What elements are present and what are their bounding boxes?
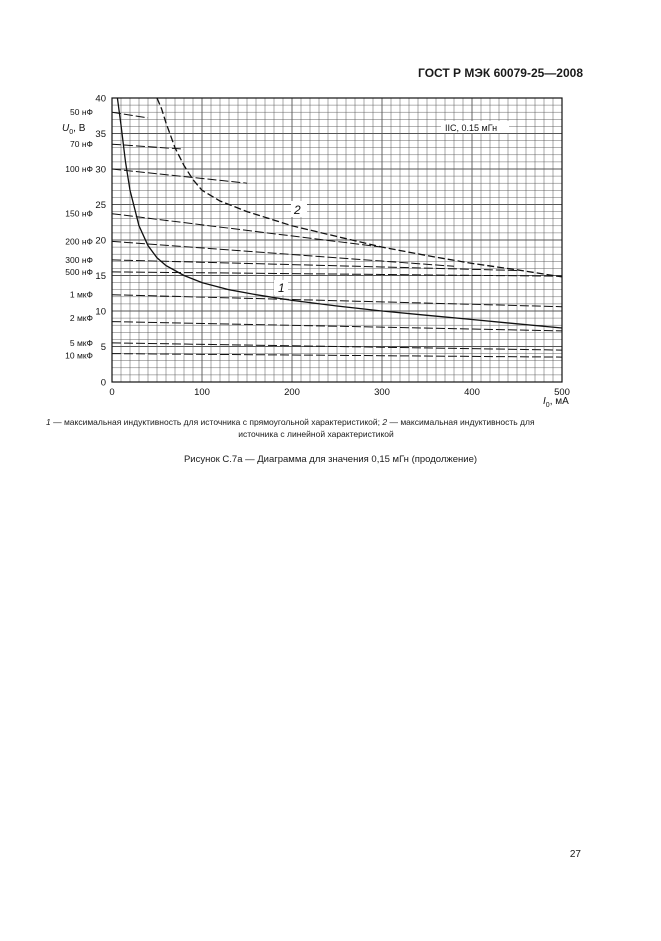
capacitance-label: 50 нФ [70, 107, 93, 118]
y-tick-label: 15 [95, 271, 106, 282]
y-tick-label: 5 [100, 342, 106, 353]
y-axis-label: $U_0$, В [62, 123, 86, 136]
y-tick-label: 25 [95, 200, 106, 211]
x-tick-label: 200 [284, 387, 300, 398]
y-tick-label: 10 [95, 306, 106, 318]
capacitance-label: 500 нФ [65, 266, 93, 277]
x-tick-label: 300 [374, 387, 390, 398]
capacitance-label: 2 мкФ [69, 313, 93, 324]
legend-item-1: — максимальная индуктивность для источника с прямоугольной характеристикой; [50, 417, 383, 427]
x-axis-label: $I_0$, мА [543, 396, 569, 409]
curve-label-2: 2 [294, 203, 301, 217]
x-tick-label: 500 [554, 387, 570, 398]
annotation-label: IIC, 0.15 мГн [445, 123, 498, 133]
y-tick-label: 30 [95, 164, 106, 176]
y-tick-label: 35 [95, 129, 106, 140]
figure-legend [46, 416, 586, 439]
y-tick-label: 0 [100, 377, 106, 389]
curve-label-1: 1 [278, 281, 285, 295]
capacitance-label: 100 нФ [65, 164, 93, 174]
y-tick-label: 40 [95, 93, 106, 105]
legend-item-2a: — максимальная индуктивность для [387, 417, 535, 427]
legend-number-1: 1 [46, 417, 51, 427]
x-tick-label: 100 [194, 387, 210, 398]
capacitance-label: 10 мкФ [65, 350, 93, 361]
capacitance-label: 70 нФ [70, 139, 93, 150]
x-tick-label: 400 [464, 387, 480, 398]
x-tick-label: 0 [109, 387, 115, 398]
legend-item-2b: источника с линейной характеристикой [238, 429, 394, 439]
capacitance-label: 5 мкФ [69, 337, 93, 348]
legend-number-2: 2 [382, 417, 388, 427]
page-number: 27 [569, 849, 581, 860]
y-tick-label: 20 [95, 235, 106, 247]
figure-caption: Рисунок С.7а — Диаграмма для значения 0,15 мГн (продолжение) [183, 454, 478, 465]
capacitance-label: 200 нФ [65, 236, 93, 247]
document-header: ГОСТ Р МЭК 60079-25—2008 [418, 66, 583, 80]
capacitance-label: 1 мкФ [69, 289, 93, 300]
capacitance-label: 150 нФ [65, 208, 93, 219]
capacitance-label: 300 нФ [65, 254, 93, 265]
